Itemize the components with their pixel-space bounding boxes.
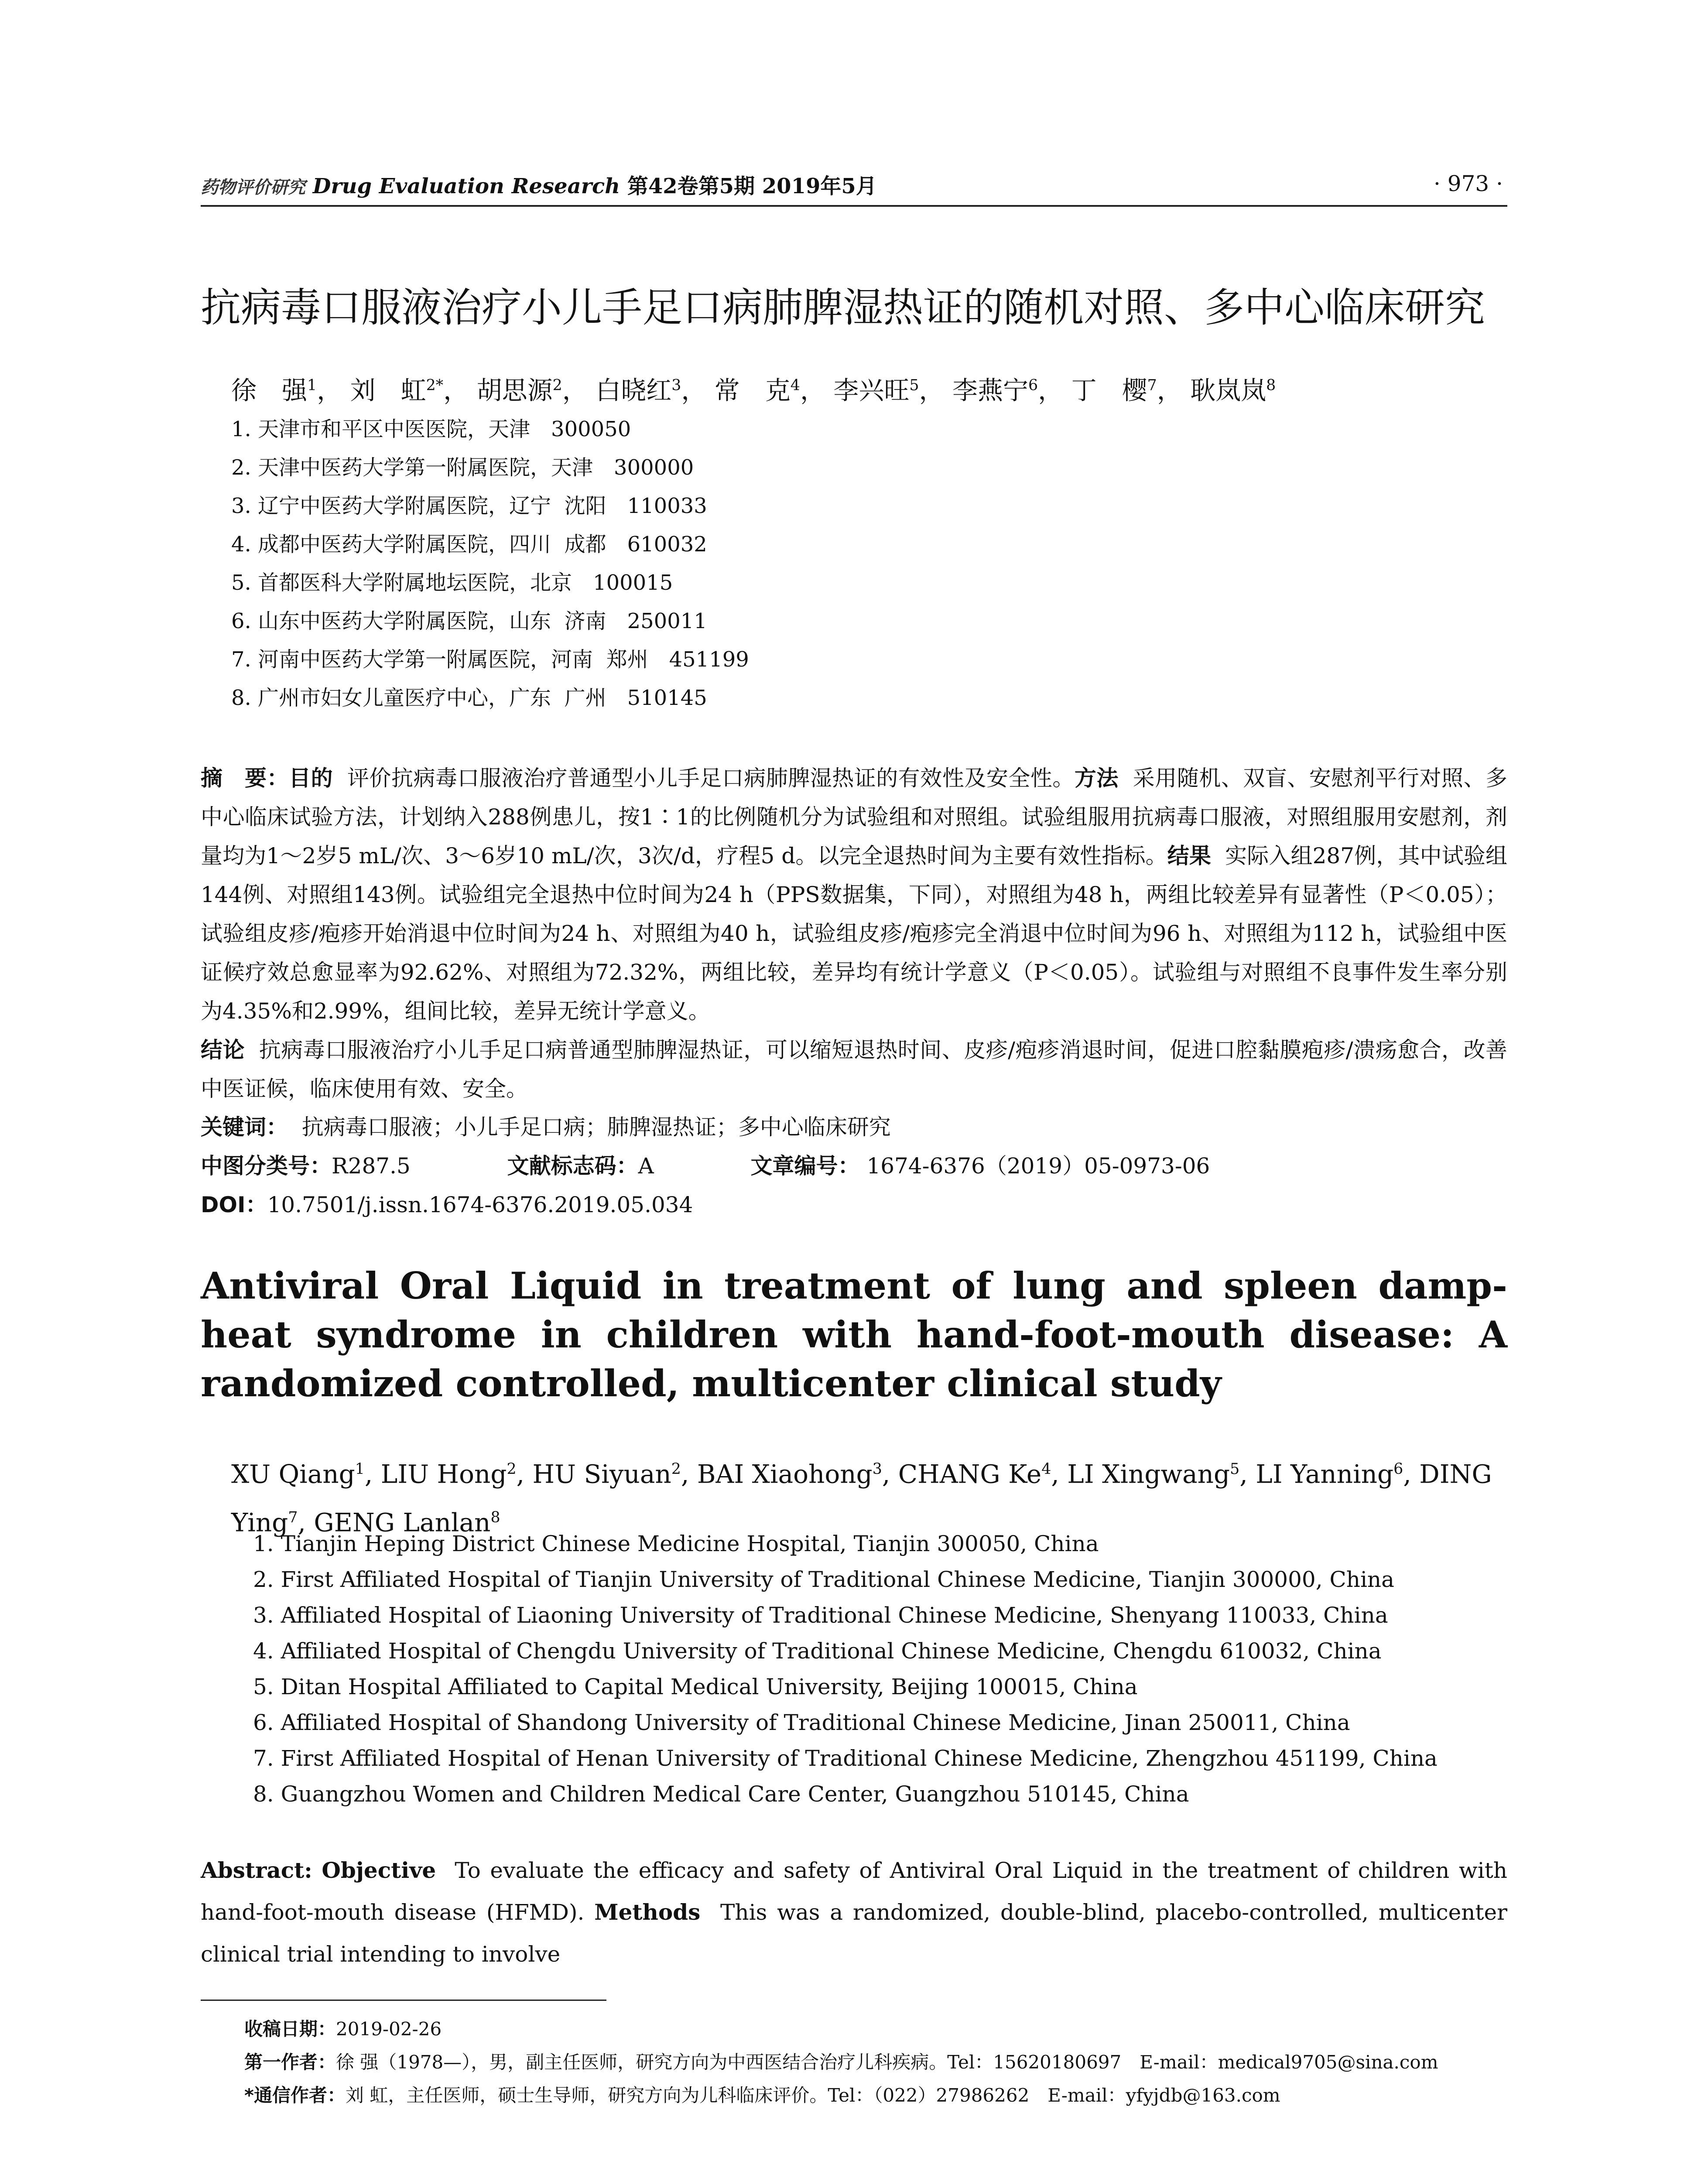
author: 徐 强 [231,376,308,405]
cn-affiliation: 6. 山东中医药大学附属医院，山东 济南 250011 [231,609,707,633]
author: BAI Xiaohong [697,1459,873,1489]
doc-code-label: 文献标志码： [507,1153,638,1179]
methods-text: 采用随机、双盲、安慰剂平行对照、多中心临床试验方法，计划纳入288例患儿，按1∶1的比例随机分为试验组和对照组。试验组服用抗病毒口服液，对照组服用安慰剂，剂量均为1～2岁5 mL/次、3～6岁10 mL/次，3次/d，疗程5 d。以完全退热时间为主要有效性指标。 [201,766,1508,868]
cn-affiliation: 7. 河南中医药大学第一附属医院，河南 郑州 451199 [231,647,749,672]
author: 刘 虹 [350,376,426,405]
en-authors: XU Qiang$^1$, LIU Hong$^2$, HU Siyuan$^2$, BAI Xiaohong$^3$, CHANG Ke$^4$, LI Xingwang$^5$, LI Yanning$^6$, DING Ying$^7$, GENG Lanlan$^8$ [231,1459,1492,1538]
header-rule [201,205,1507,207]
journal-name: Drug Evaluation Research [312,174,620,198]
clc-label: 中图分类号： [201,1153,332,1179]
en-affiliation: 3. Affiliated Hospital of Liaoning University of Traditional Chinese Medicine, Shenyang 110033, China [253,1603,1388,1628]
article-no-value: 1674-6376（2019）05-0973-06 [866,1153,1210,1179]
author: LI Xingwang [1067,1459,1230,1489]
author: LIU Hong [380,1459,507,1489]
keywords-label: 关键词： [201,1114,288,1140]
cn-affiliation: 3. 辽宁中医药大学附属医院，辽宁 沈阳 110033 [231,494,707,518]
author: 白晓红 [596,376,672,405]
keywords-text: 抗病毒口服液；小儿手足口病；肺脾湿热证；多中心临床研究 [301,1114,891,1140]
cn-affiliation: 4. 成都中医药大学附属医院，四川 成都 610032 [231,532,707,557]
journal-issue: 第42卷第5期 2019年5月 [627,174,877,198]
cn-affiliation: 5. 首都医科大学附属地坛医院，北京 100015 [231,571,673,595]
cn-doi [201,1186,693,1224]
author: DING Ying [231,1459,1492,1538]
abstract-label: 摘 要： [201,766,289,791]
doi-value: 10.7501/j.issn.1674-6376.2019.05.034 [267,1192,693,1217]
author: LI Yanning [1256,1459,1394,1489]
en-affiliation: 1. Tianjin Heping District Chinese Medicine Hospital, Tianjin 300050, China [253,1531,1099,1556]
objective-label: Objective [322,1857,436,1883]
cn-affiliation: 1. 天津市和平区中医医院，天津 300050 [231,417,631,441]
doi-label: DOI： [201,1192,267,1217]
objective-text: 评价抗病毒口服液治疗普通型小儿手足口病肺脾湿热证的有效性及安全性。 [347,766,1075,791]
running-header [201,169,1509,204]
cn-authors: 徐 强$^1$， 刘 虹$^{2*}$， 胡思源$^2$， 白晓红$^3$， 常 克$^4$， 李兴旺$^5$， 李燕宁$^6$， 丁 樱$^7$， 耿岚岚$^8$ [231,376,1276,405]
author: XU Qiang [231,1459,355,1489]
footnote-first-author: 第一作者：徐 强（1978—），男，副主任医师，研究方向为中西医结合治疗儿科疾病。Tel：15620180697 E-mail：medical9705@sina.com [244,2051,1438,2073]
abstract-label: Abstract: [201,1857,312,1883]
cn-classification [201,1147,1210,1186]
en-affiliation: 2. First Affiliated Hospital of Tianjin University of Traditional Chinese Medicine, Tianjin 300000, China [253,1567,1394,1592]
conclusion-label: 结论 [201,1037,245,1063]
author: HU Siyuan [532,1459,671,1489]
author: 丁 樱 [1071,376,1147,405]
results-label: 结果 [1167,843,1212,868]
footnote-corresponding: *通信作者：刘 虹，主任医师，硕士生导师，研究方向为儿科临床评价。Tel：（022）27986262 E-mail：yfyjdb@163.com [244,2085,1280,2106]
cn-affiliation: 8. 广州市妇女儿童医疗中心，广东 广州 510145 [231,686,707,710]
cn-affiliation: 2. 天津中医药大学第一附属医院，天津 300000 [231,455,694,480]
en-title: Antiviral Oral Liquid in treatment of lung and spleen damp-heat syndrome in children with hand-foot-mouth disease: A randomized controlled, multicenter clinical study [201,1264,1507,1405]
en-affiliation: 8. Guangzhou Women and Children Medical Care Center, Guangzhou 510145, China [253,1781,1189,1807]
methods-text: This was a randomized, double-blind, placebo-controlled, multicenter clinical trial intending to involve [201,1900,1508,1967]
en-affiliation: 6. Affiliated Hospital of Shandong University of Traditional Chinese Medicine, Jinan 250011, China [253,1710,1350,1735]
results-text: 实际入组287例，其中试验组144例、对照组143例。试验组完全退热中位时间为24 h（PPS数据集，下同），对照组为48 h，两组比较差异有显著性（P＜0.05）；试验组皮疹/疱疹开始消退中位时间为24 h、对照组为40 h，试验组皮疹/疱疹完全消退中位时间为96 h、对照组为112 h，试验组中医证候疗效总愈显率为92.62%、对照组为72.32%，两组比较，差异均有统计学意义（P＜0.05）。试验组与对照组不良事件发生率分别为4.35%和2.99%，组间比较，差异无统计学意义。 [201,843,1508,1024]
cn-title: 抗病毒口服液治疗小儿手足口病肺脾湿热证的随机对照、多中心临床研究 [201,284,1486,331]
journal-logo: 药物评价研究 [201,177,305,198]
footnote-rule [201,2000,606,2001]
author: CHANG Ke [898,1459,1042,1489]
en-affiliation: 7. First Affiliated Hospital of Henan University of Traditional Chinese Medicine, Zhengzhou 451199, China [253,1746,1438,1771]
en-abstract [201,1849,1507,1975]
article-no-label: 文章编号： [750,1153,860,1179]
author: 耿岚岚 [1190,376,1266,405]
objective-text: To evaluate the efficacy and safety of Antiviral Oral Liquid in the treatment of children with hand-foot-mouth disease (HFMD). [201,1858,1507,1925]
methods-label: 方法 [1074,766,1119,791]
methods-label: Methods [594,1899,701,1925]
conclusion-text: 抗病毒口服液治疗小儿手足口病普通型肺脾湿热证，可以缩短退热时间、皮疹/疱疹消退时间，促进口腔黏膜疱疹/溃疡愈合，改善中医证候，临床使用有效、安全。 [201,1037,1507,1101]
author: 李燕宁 [952,376,1028,405]
page-number: · 973 · [1433,171,1503,196]
en-affiliation: 4. Affiliated Hospital of Chengdu University of Traditional Chinese Medicine, Chengdu 610032, China [253,1638,1382,1664]
author: 李兴旺 [833,376,910,405]
author: 常 克 [714,376,791,405]
en-affiliation: 5. Ditan Hospital Affiliated to Capital Medical University, Beijing 100015, China [253,1674,1138,1699]
cn-abstract [201,759,1507,1108]
objective-label: 目的 [289,766,333,791]
doc-code-value: A [638,1153,654,1179]
clc-value: R287.5 [332,1153,411,1179]
cn-keywords [201,1108,891,1147]
author: GENG Lanlan [314,1508,491,1538]
author: 胡思源 [476,376,553,405]
footnote-received: 收稿日期：2019-02-26 [244,2018,442,2040]
